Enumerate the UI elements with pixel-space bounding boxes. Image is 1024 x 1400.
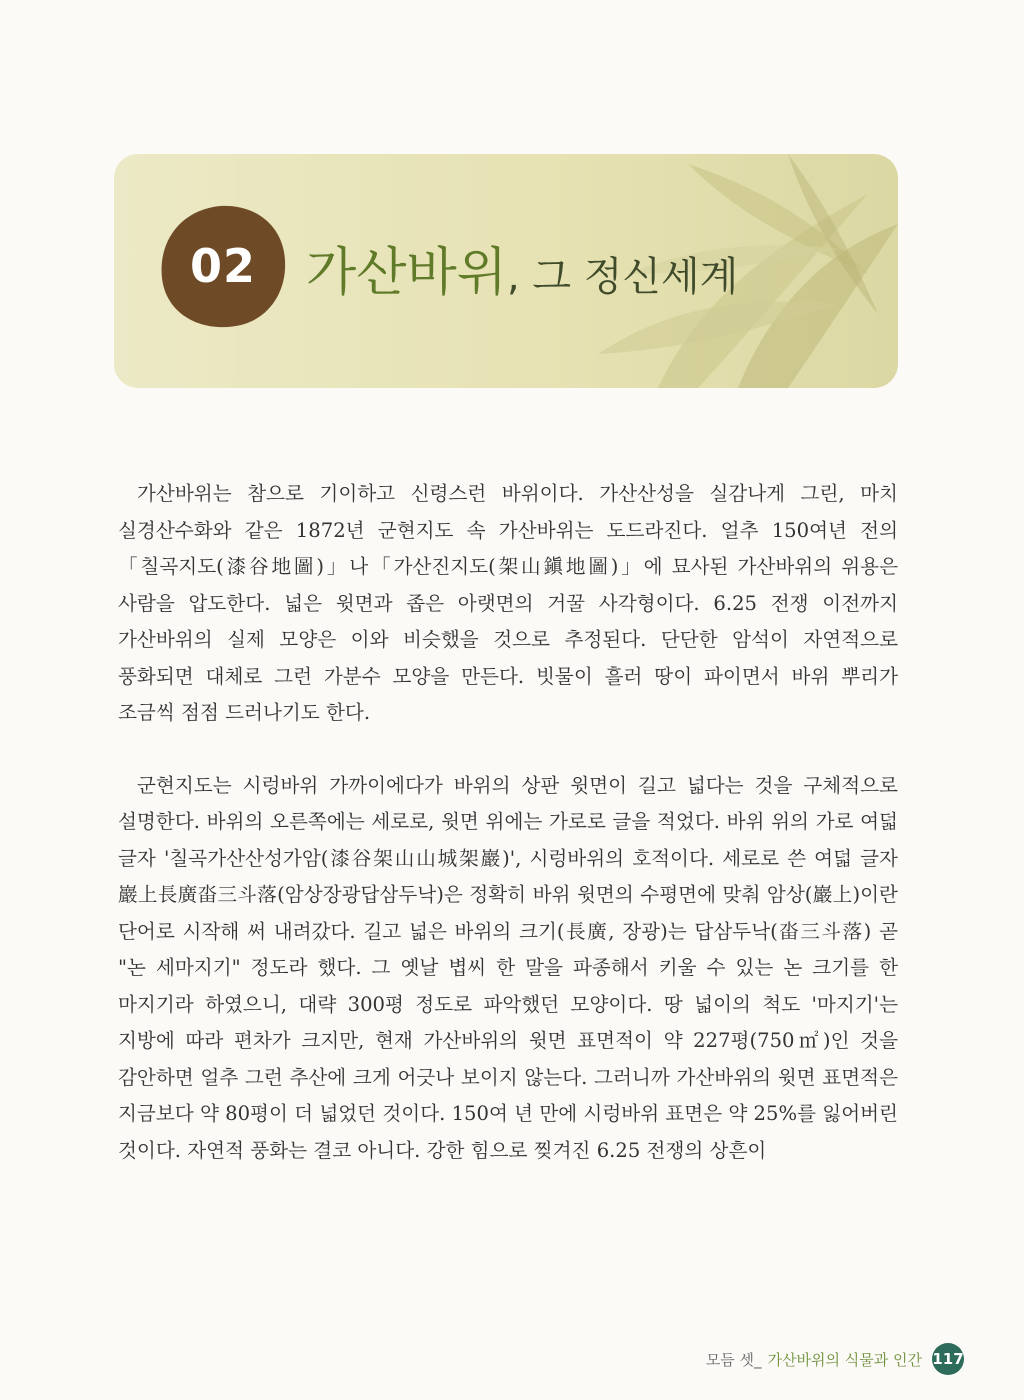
chapter-title (306, 230, 738, 305)
paragraph: 가산바위는 참으로 기이하고 신령스런 바위이다. 가산산성을 실감나게 그린, 마치 실경산수화와 같은 1872년 군현지도 속 가산바위는 도드라진다. 얼추 150여년 전의「칠곡지도(漆谷地圖)」나「가산진지도(架山鎭地圖)」에 묘사된 가산바위의 위용은 사람을 압도한다. 넓은 윗면과 좁은 아랫면의 거꿀 사각형이다. 6.25 전쟁 이전까지 가산바위의 실제 모양은 이와 비슷했을 것으로 추정된다. 단단한 암석이 자연적으로 풍화되면 대체로 그런 가분수 모양을 만든다. 빗물이 흘러 땅이 파이면서 바위 뿌리가 조금씩 점점 드러나기도 한다. (118, 482, 898, 724)
chapter-title-sub: , 그 정신세계 (506, 254, 739, 300)
chapter-title-main: 가산바위 (306, 243, 507, 303)
paragraph: 군현지도는 시렁바위 가까이에다가 바위의 상판 윗면이 길고 넓다는 것을 구체적으로 설명한다. 바위의 오른쪽에는 세로로, 윗면 위에는 가로로 글을 적었다. 바위 위의 가로 여덟 글자 '칠곡가산산성가암(漆谷架山山城架巖)', 시렁바위의 호적이다. 세로로 쓴 여덟 글자 巖上長廣畓三斗落(암상장광답삼두낙)은 정확히 바위 윗면의 수평면에 맞춰 암상(巖上)이란 단어로 시작해 써 내려갔다. 길고 넓은 바위의 크기(長廣, 장광)는 답삼두낙(畓三斗落) 곧 "논 세마지기" 정도라 했다. 그 옛날 볍씨 한 말을 파종해서 키울 수 있는 논 크기를 한 마지기라 하였으니, 대략 300평 정도로 파악했던 모양이다. 땅 넓이의 척도 '마지기'는 지방에 따라 편차가 크지만, 현재 가산바위의 윗면 표면적이 약 227평(750㎡)인 것을 감안하면 얼추 그런 추산에 크게 어긋나 보이지 않는다. 그러니까 가산바위의 윗면 표면적은 지금보다 약 80평이 더 넓었던 것이다. 150여 년 만에 시렁바위 표면은 약 25%를 잃어버린 것이다. 자연적 풍화는 결코 아니다. 강한 힘으로 찢겨진 6.25 전쟁의 상흔이 (118, 773, 898, 1162)
chapter-number: 02 (189, 239, 256, 293)
footer-section: 모듬 셋_ (705, 1350, 762, 1369)
chapter-banner (114, 154, 898, 388)
page-footer (706, 1342, 964, 1376)
footer-book-title: 가산바위의 식물과 인간 (767, 1350, 922, 1369)
body-text (118, 476, 898, 1205)
page-number: 117 (932, 1343, 964, 1375)
